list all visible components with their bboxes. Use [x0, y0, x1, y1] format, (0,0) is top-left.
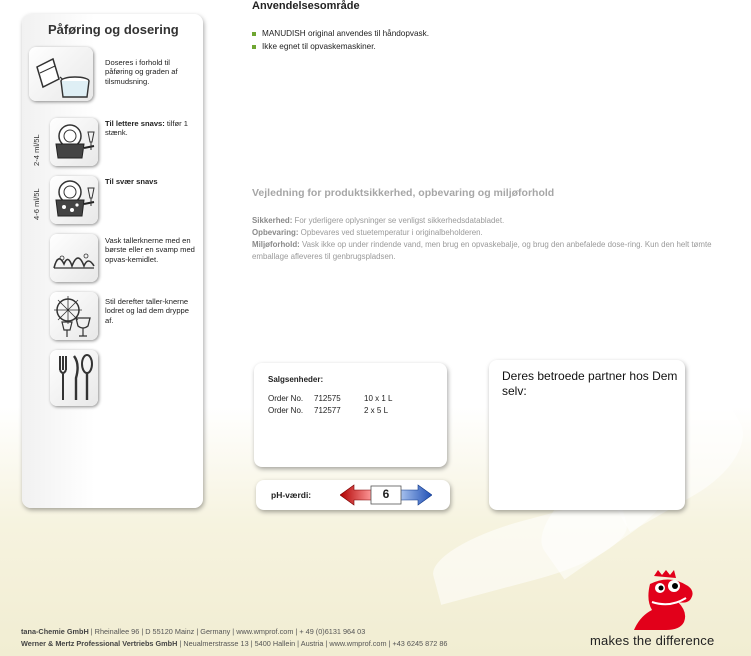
ph-value-box — [256, 480, 450, 510]
order-row: Order No. 712575 10 x 1 L — [268, 394, 393, 403]
dishes-pot-icon — [50, 118, 98, 166]
partner-text: Deres betroede partner hos Dem selv: — [502, 369, 678, 398]
step-text: Doseres i forhold til påføring og graden af tilsmudsning. — [105, 58, 178, 86]
washing-dishes-icon — [50, 234, 98, 282]
footer-line: tana-Chemie GmbH | Rheinallee 96 | D 55120 Mainz | Germany | www.wmprof.com | + 49 (0)6131 964 03 — [21, 627, 366, 636]
partner-box — [489, 360, 685, 510]
frog-logo-icon — [630, 570, 710, 634]
footer — [21, 626, 447, 649]
usage-bullet: MANUDISH original anvendes til håndopvask. — [252, 28, 429, 41]
order-row: Order No. 712577 2 x 5 L — [268, 406, 389, 415]
storage-line: Opbevaring: Opbevares ved stuetemperatur i originalbeholderen. — [252, 228, 483, 237]
safety-line: Sikkerhed: For yderligere oplysninger se venligst sikkerhedsdatabladet. — [252, 216, 505, 225]
ph-value: 6 — [382, 487, 390, 501]
safety-heading: Vejledning for produktsikkerhed, opbevaring og miljøforhold — [252, 187, 555, 199]
sales-units-box — [254, 363, 447, 467]
cutlery-icon — [50, 350, 98, 406]
step-text: Til svær snavs — [105, 177, 158, 186]
application-panel — [22, 14, 203, 508]
environment-line: Miljøforhold: Vask ikke op under rindende vand, men brug en opvaskebalje, og brug den anbefalede dose-ring. Kun den helt tømte emballage afleveres til genbrugspladsen. — [252, 240, 712, 261]
step-text: Stil derefter taller-knerne lodret og lad dem dryppe af. — [105, 297, 190, 325]
usage-bullet: Ikke egnet til opvaskemaskiner. — [252, 41, 429, 54]
ph-label: pH-værdi: — [271, 490, 312, 500]
usage-list — [252, 28, 429, 53]
sales-title: Salgsenheder: — [268, 375, 324, 384]
safety-text — [252, 215, 722, 263]
brand-tagline: makes the difference — [590, 633, 715, 648]
footer-line: Werner & Mertz Professional Vertriebs GmbH | Neualmerstrasse 13 | 5400 Hallein | Austria | www.wmprof.com | +43 6245 872 86 — [21, 638, 448, 648]
dishes-pot-heavy-icon — [50, 176, 98, 224]
step-text: Vask tallerknerne med en børste eller en svamp med opvas-kemidlet. — [105, 236, 195, 264]
panel-title: Påføring og dosering — [48, 22, 179, 37]
measuring-cup-icon — [29, 47, 93, 101]
usage-heading: Anvendelsesområde — [252, 0, 360, 12]
drying-dishes-icon — [50, 292, 98, 340]
dose-label: 4-6 ml/5L — [32, 188, 41, 220]
dose-label: 2-4 ml/5L — [32, 134, 41, 166]
step-text: Til lettere snavs: tilfør 1 stænk. — [105, 119, 189, 138]
